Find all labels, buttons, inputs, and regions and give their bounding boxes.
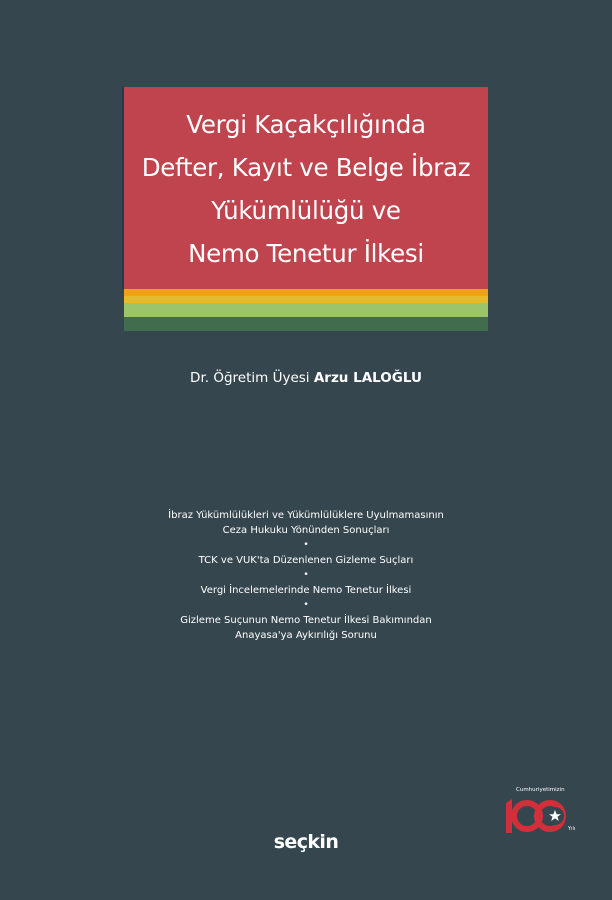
badge-suffix-text: Yılı bbox=[568, 826, 576, 832]
topic-line: Gizleme Suçunun Nemo Tenetur İlkesi Bakımından bbox=[180, 615, 432, 626]
badge-top-text: Cumhuriyetimizin bbox=[516, 787, 565, 793]
bullet-separator: • bbox=[303, 540, 309, 550]
bullet-separator: • bbox=[303, 600, 309, 610]
title-line: Yükümlülüğü ve bbox=[211, 196, 401, 225]
title-block bbox=[124, 87, 488, 289]
title-line: Vergi Kaçakçılığında bbox=[186, 110, 426, 139]
light-green-stripe bbox=[124, 303, 488, 317]
topic-line: Vergi İncelemelerinde Nemo Tenetur İlkesi bbox=[200, 585, 412, 596]
topics-list bbox=[0, 508, 612, 643]
title-line: Defter, Kayıt ve Belge İbraz bbox=[141, 153, 471, 182]
publisher-logo: seçkin bbox=[273, 831, 339, 853]
bullet-separator: • bbox=[303, 570, 309, 580]
title-line: Nemo Tenetur İlkesi bbox=[188, 239, 424, 268]
author-title: Dr. Öğretim Üyesi bbox=[190, 370, 310, 386]
topic-line: Ceza Hukuku Yönünden Sonuçları bbox=[222, 525, 390, 536]
book-title bbox=[124, 103, 488, 275]
author-line bbox=[0, 370, 612, 386]
author-name: Arzu LALOĞLU bbox=[313, 370, 422, 386]
dark-green-stripe bbox=[124, 317, 488, 331]
topic-line: Anayasa'ya Aykırılığı Sorunu bbox=[235, 630, 377, 641]
topic-line: TCK ve VUK'ta Düzenlenen Gizleme Suçları bbox=[198, 555, 414, 566]
topic-line: İbraz Yükümlülükleri ve Yükümlülüklere Uyulmamasının bbox=[168, 510, 444, 521]
